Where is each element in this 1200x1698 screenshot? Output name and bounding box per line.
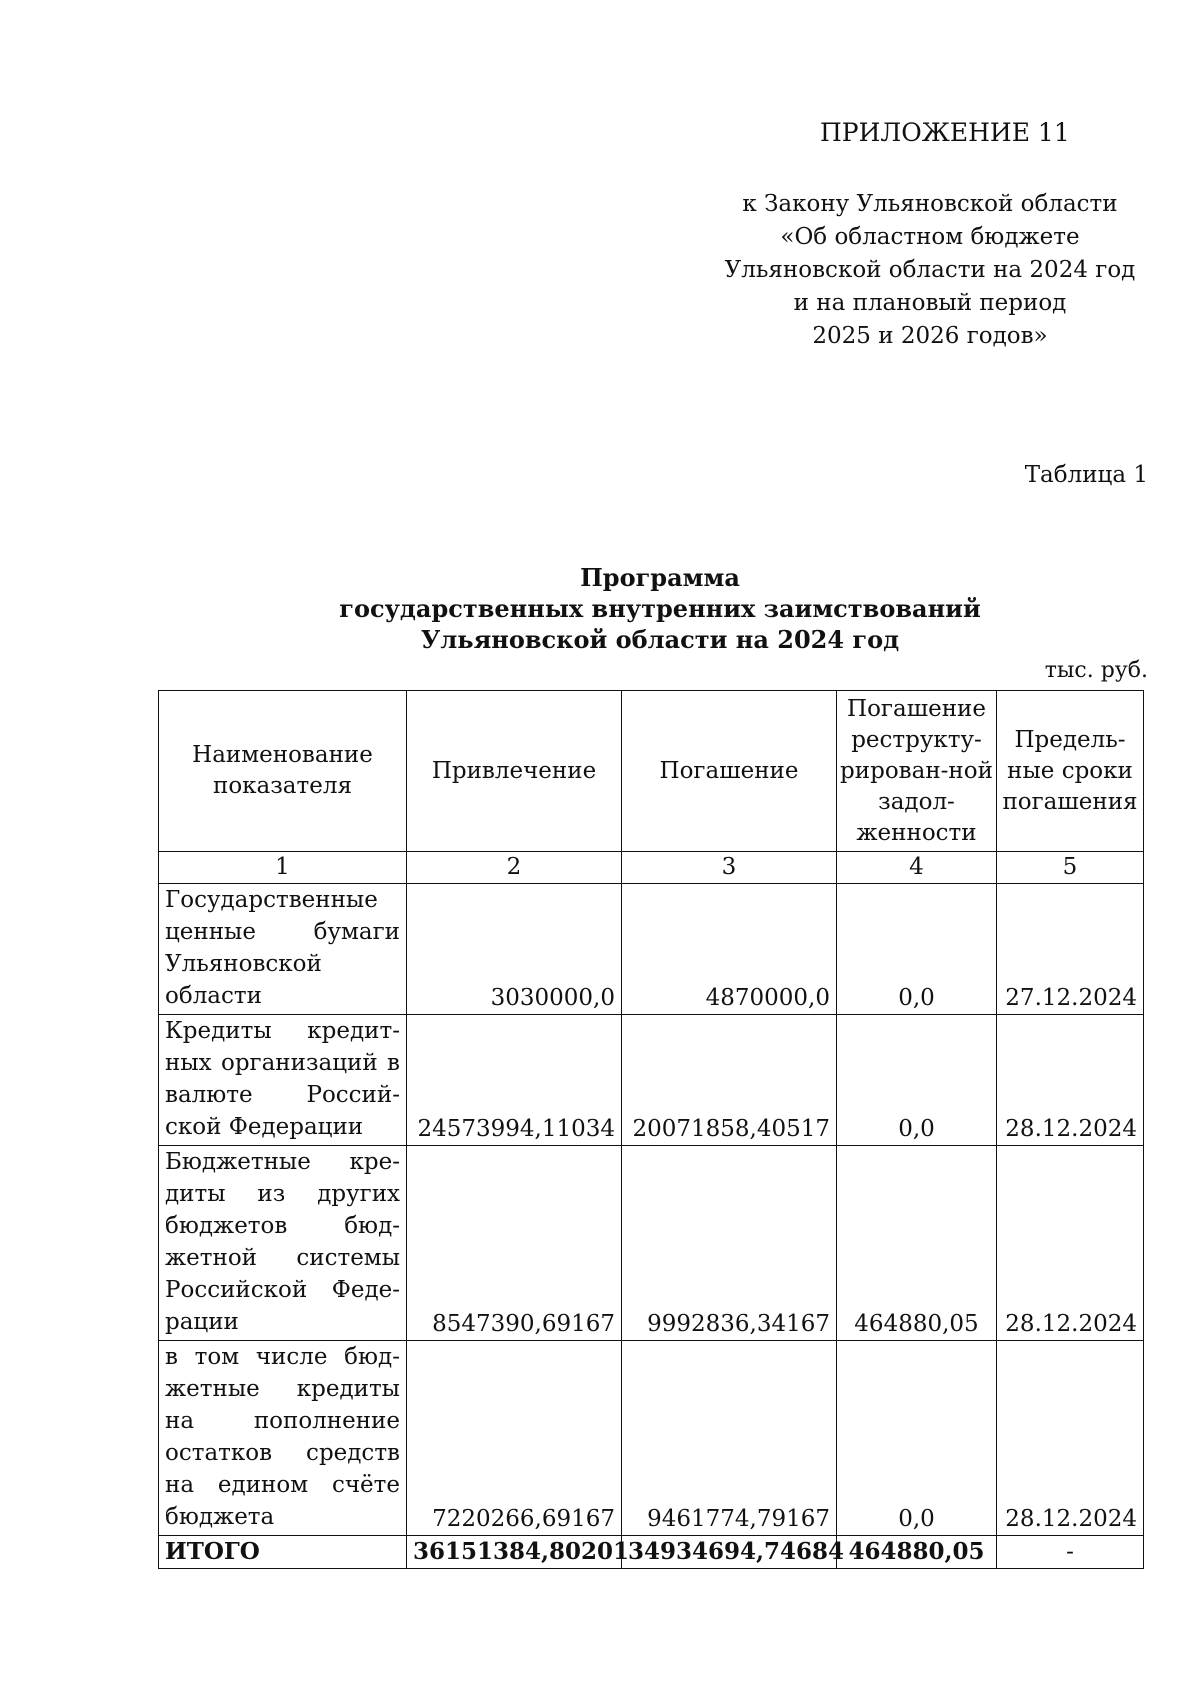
borrowings-table bbox=[158, 690, 1144, 1569]
header-attraction: Привлечение bbox=[407, 691, 622, 852]
row-deadline: 28.12.2024 bbox=[997, 1146, 1144, 1341]
title-line: Ульяновской области на 2024 год bbox=[420, 625, 900, 654]
row-deadline: 28.12.2024 bbox=[997, 1015, 1144, 1146]
header-repayment: Погашение bbox=[622, 691, 837, 852]
row-restructured: 0,0 bbox=[837, 884, 997, 1015]
row-deadline: 28.12.2024 bbox=[997, 1341, 1144, 1536]
column-number: 5 bbox=[997, 852, 1144, 884]
annex-line: 2025 и 2026 годов» bbox=[812, 323, 1048, 349]
column-numbers-row bbox=[159, 852, 1144, 884]
column-number: 3 bbox=[622, 852, 837, 884]
title-line: Программа bbox=[580, 563, 740, 592]
table-row bbox=[159, 1015, 1144, 1146]
row-name: Государственные ценные бумаги Ульяновской области bbox=[159, 884, 407, 1015]
column-number: 2 bbox=[407, 852, 622, 884]
table-row bbox=[159, 1341, 1144, 1536]
annex-line: Ульяновской области на 2024 год bbox=[724, 257, 1136, 283]
header-restructured: Погашение реструкту-рирован-ной задол-женности bbox=[837, 691, 997, 852]
row-repayment: 9461774,79167 bbox=[622, 1341, 837, 1536]
annex-line: «Об областном бюджете bbox=[780, 224, 1080, 250]
row-repayment: 4870000,0 bbox=[622, 884, 837, 1015]
total-attraction: 36151384,80201 bbox=[407, 1536, 622, 1569]
document-title bbox=[200, 562, 1120, 655]
row-deadline: 27.12.2024 bbox=[997, 884, 1144, 1015]
total-repayment: 34934694,74684 bbox=[622, 1536, 837, 1569]
row-attraction: 24573994,11034 bbox=[407, 1015, 622, 1146]
table-label: Таблица 1 bbox=[1024, 462, 1148, 488]
total-restructured: 464880,05 bbox=[837, 1536, 997, 1569]
header-indicator-name: Наименование показателя bbox=[159, 691, 407, 852]
table-row bbox=[159, 1146, 1144, 1341]
total-row bbox=[159, 1536, 1144, 1569]
row-name: Бюджетные кре-диты из других бюджетов бюд-жетной системы Российской Феде-рации bbox=[159, 1146, 407, 1341]
title-line: государственных внутренних заимствований bbox=[339, 594, 981, 623]
total-label: ИТОГО bbox=[159, 1536, 407, 1569]
annex-line: к Закону Ульяновской области bbox=[742, 191, 1118, 217]
header-deadline: Предель-ные сроки погашения bbox=[997, 691, 1144, 852]
annex-line: и на плановый период bbox=[793, 290, 1067, 316]
row-attraction: 8547390,69167 bbox=[407, 1146, 622, 1341]
row-restructured: 464880,05 bbox=[837, 1146, 997, 1341]
row-name: в том числе бюд-жетные кредиты на пополнение остатков средств на едином счёте бюджета bbox=[159, 1341, 407, 1536]
column-number: 1 bbox=[159, 852, 407, 884]
table-row bbox=[159, 884, 1144, 1015]
row-attraction: 7220266,69167 bbox=[407, 1341, 622, 1536]
annex-subtitle bbox=[715, 188, 1145, 353]
total-deadline: - bbox=[997, 1536, 1144, 1569]
row-name: Кредиты кредит-ных организаций в валюте Россий-ской Федерации bbox=[159, 1015, 407, 1146]
unit-label: тыс. руб. bbox=[1044, 658, 1148, 683]
row-repayment: 9992836,34167 bbox=[622, 1146, 837, 1341]
row-restructured: 0,0 bbox=[837, 1341, 997, 1536]
row-restructured: 0,0 bbox=[837, 1015, 997, 1146]
annex-title: ПРИЛОЖЕНИЕ 11 bbox=[820, 118, 1070, 147]
row-repayment: 20071858,40517 bbox=[622, 1015, 837, 1146]
row-attraction: 3030000,0 bbox=[407, 884, 622, 1015]
table-header-row bbox=[159, 691, 1144, 852]
column-number: 4 bbox=[837, 852, 997, 884]
